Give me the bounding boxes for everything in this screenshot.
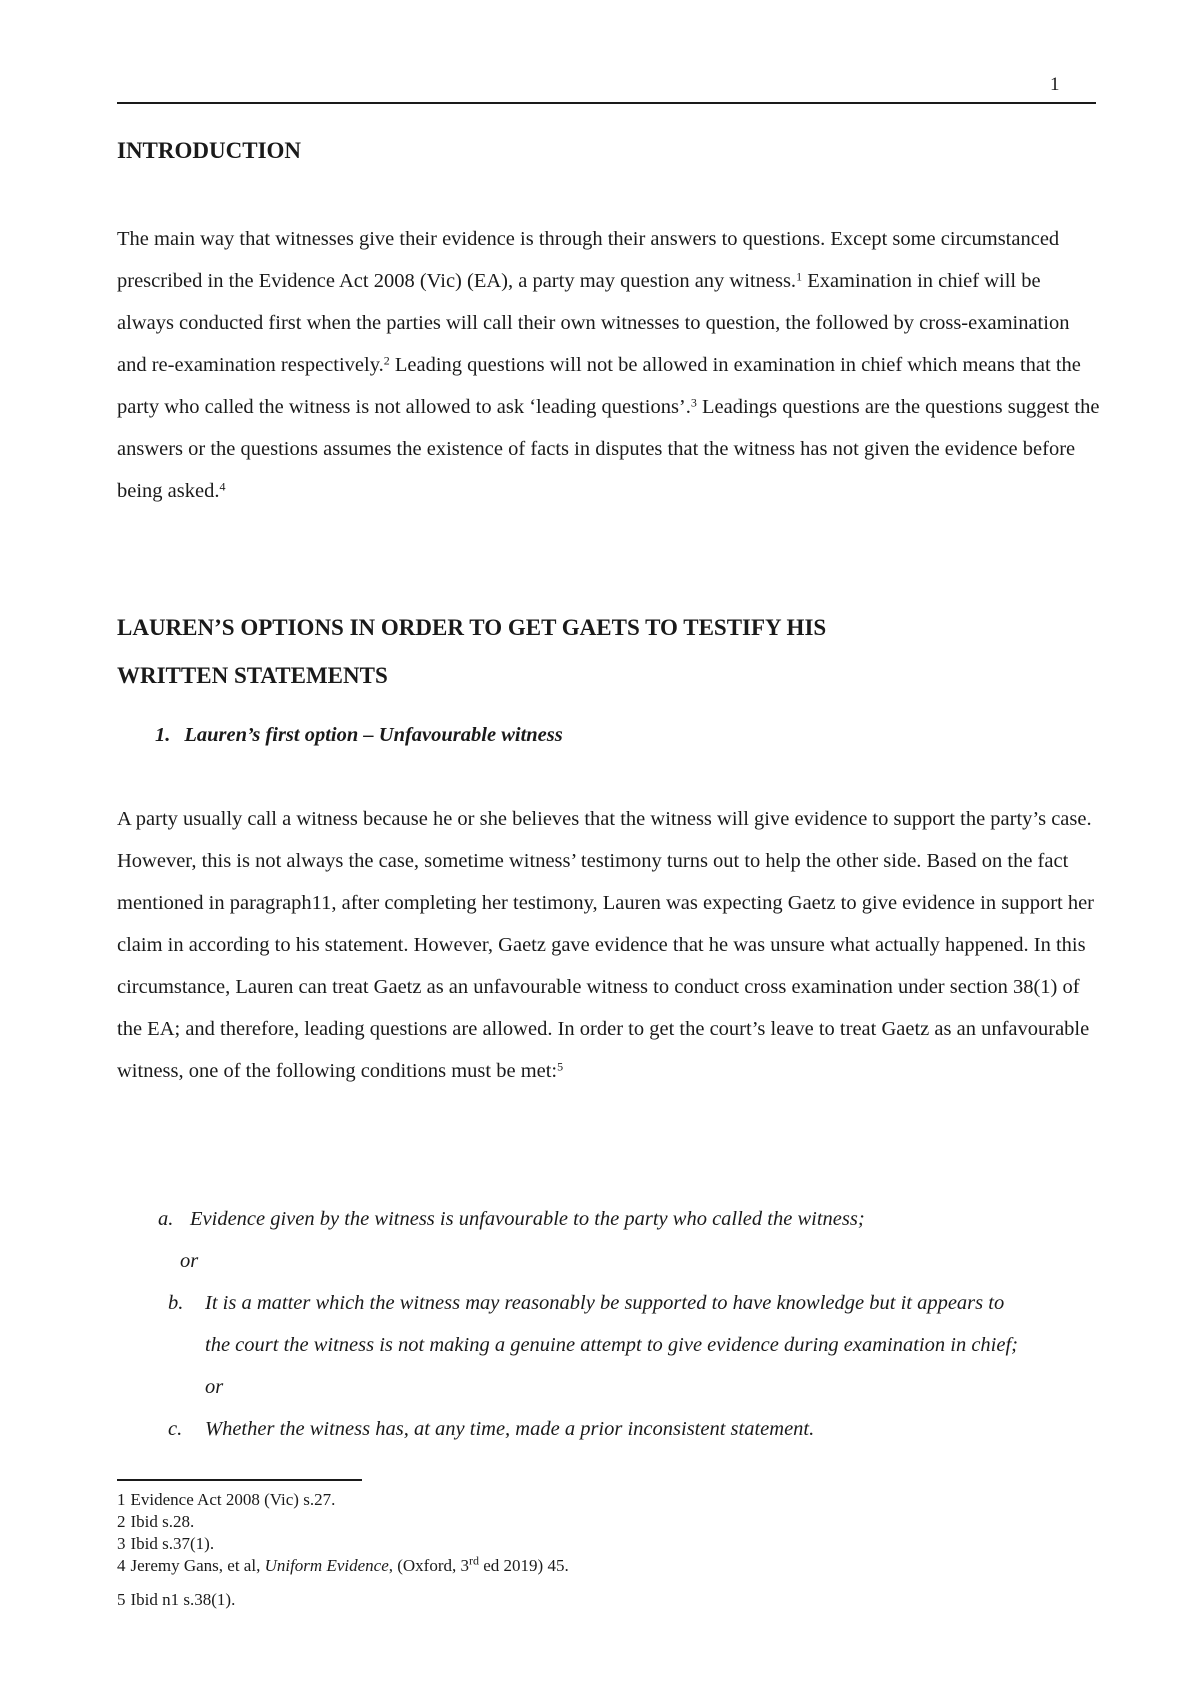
footnote-text: Evidence Act 2008 (Vic) s.27. bbox=[130, 1490, 336, 1509]
footnote-ref-1[interactable]: 1 bbox=[796, 269, 803, 284]
footnote-text: Ibid s.28. bbox=[130, 1512, 195, 1531]
footnote-number: 3 bbox=[117, 1534, 126, 1553]
footnote-3 bbox=[117, 1533, 1017, 1555]
condition-label: c. bbox=[168, 1418, 183, 1440]
intro-text-a: The main way that witnesses give their evidence is through their answers to questions. Except some circumstanced prescribed in the Evidence Act 2008 (Vic) (EA), a party may question any witness. bbox=[117, 228, 1060, 292]
section-heading-line1: LAUREN’S OPTIONS IN ORDER TO GET GAETS TO TESTIFY HIS bbox=[117, 615, 827, 640]
footnote-number: 4 bbox=[117, 1556, 126, 1575]
intro-text-b: Examination in chief will be always conducted first when the parties will call their own witnesses to question, the followed by cross-examination and re-examination respectively. bbox=[117, 270, 1070, 376]
condition-item bbox=[150, 1198, 1030, 1282]
conditions-list bbox=[150, 1198, 1030, 1450]
condition-item bbox=[150, 1282, 1030, 1408]
section-heading-line2: WRITTEN STATEMENTS bbox=[117, 663, 388, 688]
footnote-text-mid: , (Oxford, 3 bbox=[388, 1556, 469, 1575]
footnote-number: 1 bbox=[117, 1490, 126, 1509]
footnote-ref-4[interactable]: 4 bbox=[219, 479, 226, 494]
condition-label: b. bbox=[168, 1292, 184, 1314]
footnote-text-after: ed 2019) 45. bbox=[479, 1556, 569, 1575]
sub-heading-text: Lauren’s first option – Unfavourable witness bbox=[184, 724, 563, 746]
sub-heading bbox=[155, 724, 563, 747]
introduction-heading: INTRODUCTION bbox=[117, 138, 302, 163]
sub-heading-number: 1. bbox=[155, 724, 171, 746]
footnote-number: 2 bbox=[117, 1512, 126, 1531]
intro-text-c: Leading questions will not be allowed in examination in chief which means that the party who called the witness is not allowed to ask ‘leading questions’. bbox=[117, 354, 1081, 418]
condition-or: or bbox=[180, 1250, 199, 1272]
footnote-ref-3[interactable]: 3 bbox=[690, 395, 697, 410]
page-number: 1 bbox=[1050, 74, 1060, 95]
introduction-paragraph bbox=[117, 218, 1102, 512]
footnote-ref-2[interactable]: 2 bbox=[383, 353, 390, 368]
footnote-number: 5 bbox=[117, 1590, 126, 1609]
footnote-text: Ibid s.37(1). bbox=[130, 1534, 215, 1553]
condition-item bbox=[150, 1408, 1030, 1450]
body-paragraph bbox=[117, 798, 1102, 1092]
section-heading bbox=[117, 604, 1077, 700]
footnote-rule bbox=[117, 1479, 362, 1481]
footnote-2 bbox=[117, 1511, 1017, 1533]
footnote-book-title: Uniform Evidence bbox=[264, 1556, 389, 1575]
footnote-text: Ibid n1 s.38(1). bbox=[130, 1590, 236, 1609]
footnote-ordinal: rd bbox=[469, 1553, 479, 1568]
condition-text: Evidence given by the witness is unfavourable to the party who called the witness; bbox=[190, 1208, 865, 1230]
footnote-5 bbox=[117, 1589, 1017, 1611]
footnote-1 bbox=[117, 1489, 1017, 1511]
footnotes bbox=[117, 1489, 1017, 1611]
condition-label: a. bbox=[158, 1208, 174, 1230]
footnote-ref-5[interactable]: 5 bbox=[557, 1059, 564, 1074]
body-paragraph-text: A party usually call a witness because he or she believes that the witness will give evidence to support the party’s case. However, this is not always the case, sometime witness’ testimony turns out to help the other side. Based on the fact mentioned in paragraph11, after completing her testimony, Lauren was expecting Gaetz to give evidence in support her claim in according to his statement. However, Gaetz gave evidence that he was unsure what actually happened. In this circumstance, Lauren can treat Gaetz as an unfavourable witness to conduct cross examination under section 38(1) of the EA; and therefore, leading questions are allowed. In order to get the court’s leave to treat Gaetz as an unfavourable witness, one of the following conditions must be met: bbox=[117, 808, 1095, 1082]
condition-text: Whether the witness has, at any time, made a prior inconsistent statement. bbox=[205, 1418, 815, 1440]
condition-text: It is a matter which the witness may reasonably be supported to have knowledge but it appears to the court the witness is not making a genuine attempt to give evidence during examination in chief; or bbox=[205, 1292, 1018, 1398]
intro-text-d: Leadings questions are the questions suggest the answers or the questions assumes the existence of facts in disputes that the witness has not given the evidence before being asked. bbox=[117, 396, 1100, 502]
footnote-text-before: Jeremy Gans, et al, bbox=[130, 1556, 265, 1575]
header-rule bbox=[117, 102, 1096, 104]
footnote-4 bbox=[117, 1555, 1017, 1577]
